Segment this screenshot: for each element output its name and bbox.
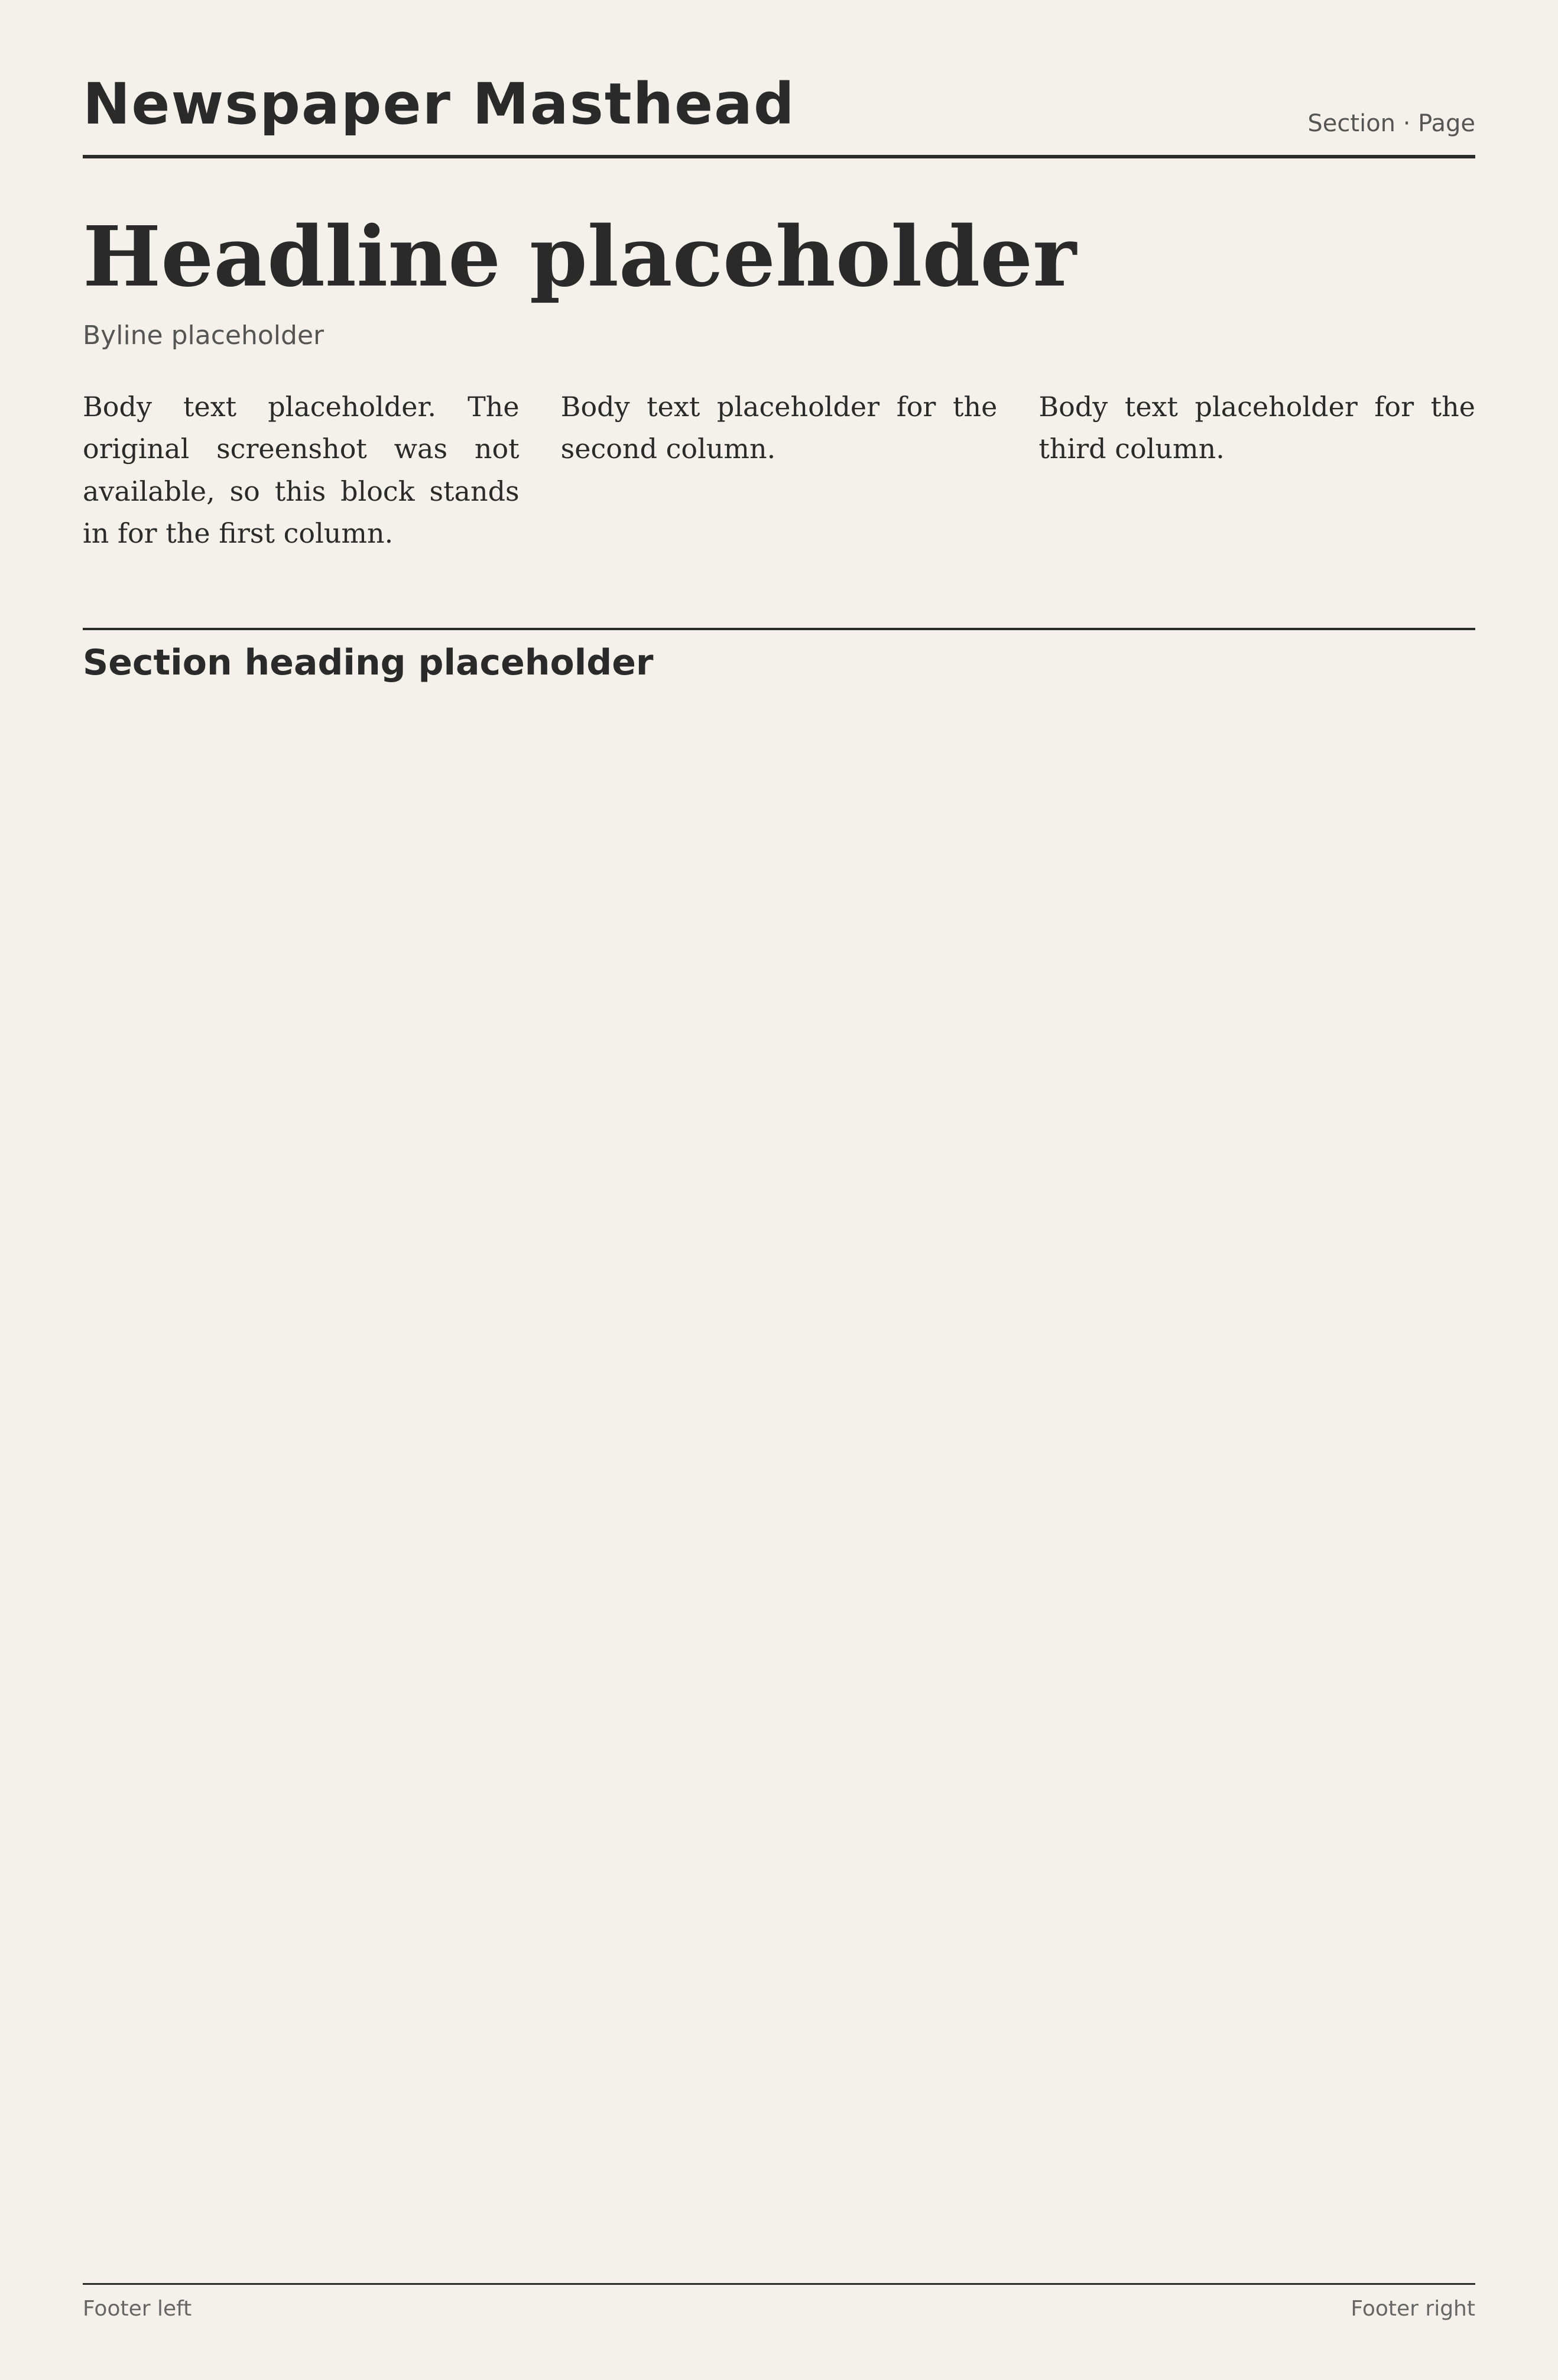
masthead xyxy=(83,71,1475,158)
masthead-meta: Section · Page xyxy=(1307,110,1475,137)
byline: Byline placeholder xyxy=(83,320,324,351)
headline: Headline placeholder xyxy=(83,209,1077,306)
section-heading: Section heading placeholder xyxy=(83,628,1475,683)
page-footer xyxy=(83,2283,1475,2321)
column-2 xyxy=(561,386,998,575)
footer-right: Footer right xyxy=(1351,2297,1475,2321)
column-1-text: Body text placeholder. The original screenshot was not available, so this block stands in for the first column. xyxy=(83,391,520,549)
column-2-text: Body text placeholder for the second column. xyxy=(560,391,998,465)
column-1 xyxy=(83,386,520,575)
column-3-text: Body text placeholder for the third column. xyxy=(1038,391,1475,465)
masthead-title: Newspaper Masthead xyxy=(83,71,796,137)
footer-left: Footer left xyxy=(83,2297,192,2321)
column-3 xyxy=(1038,386,1475,575)
article-columns xyxy=(83,386,1475,575)
